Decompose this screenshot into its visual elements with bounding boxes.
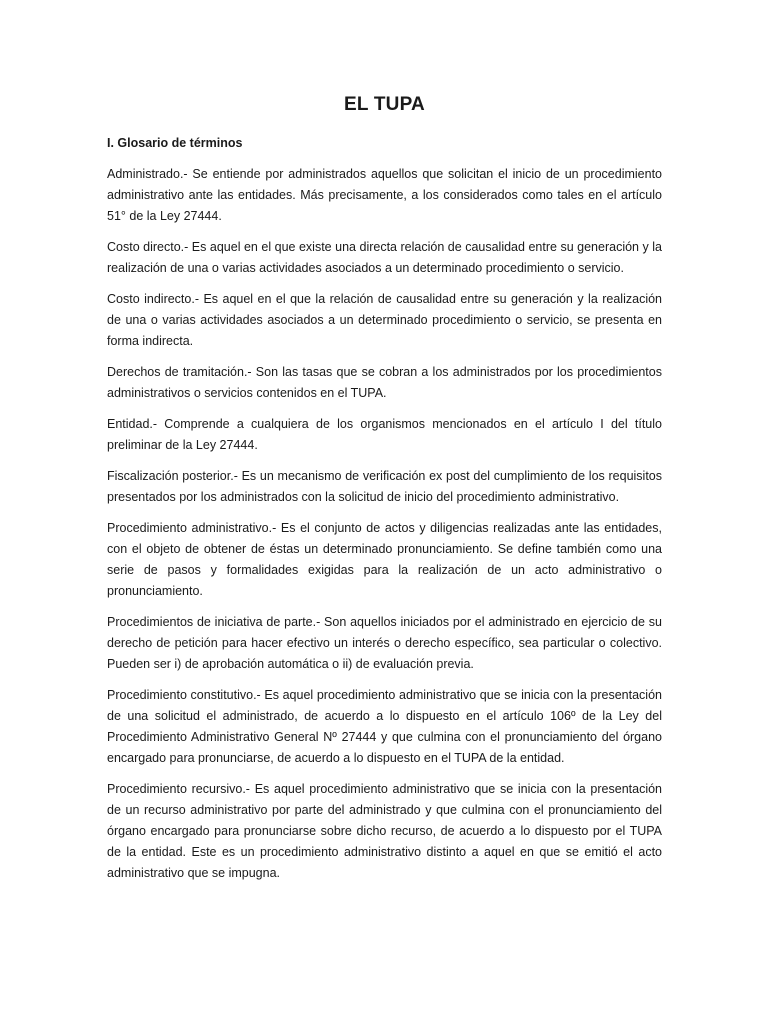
glossary-entry-administrado: Administrado.- Se entiende por administrados aquellos que solicitan el inicio de un procedimiento administrativo ante las entidades. Más precisamente, a los considerados como tales en el artículo 51° de la Ley 27444.: [107, 167, 662, 223]
glossary-entry-derechos-de-tramitacion: Derechos de tramitación.- Son las tasas que se cobran a los administrados por los procedimientos administrativos o servicios contenidos en el TUPA.: [107, 365, 662, 400]
document-title: EL TUPA: [344, 94, 425, 115]
glossary-entry-fiscalizacion-posterior: Fiscalización posterior.- Es un mecanismo de verificación ex post del cumplimiento de los requisitos presentados por los administrados con la solicitud de inicio del procedimiento administrativo.: [107, 469, 662, 504]
glossary-entry-costo-directo: Costo directo.- Es aquel en el que existe una directa relación de causalidad entre su generación y la realización de una o varias actividades asociados a un determinado procedimiento o servicio.: [107, 240, 662, 275]
document-page: [107, 94, 662, 894]
glossary-entry-procedimiento-recursivo: Procedimiento recursivo.- Es aquel procedimiento administrativo que se inicia con la presentación de un recurso administrativo por parte del administrado y que culmina con el pronunciamiento del órgano encargado para pronunciarse sobre dicho recurso, de acuerdo a lo dispuesto por el TUPA de la entidad. Este es un procedimiento administrativo distinto a aquel en que se emitió el acto administrativo que se impugna.: [107, 782, 662, 880]
glossary-entry-costo-indirecto: Costo indirecto.- Es aquel en el que la relación de causalidad entre su generación y la realización de una o varias actividades asociados a un determinado procedimiento o servicio, se presenta en forma indirecta.: [107, 292, 662, 348]
section-heading: I. Glosario de términos: [107, 136, 243, 150]
glossary-entry-procedimientos-iniciativa-de-parte: Procedimientos de iniciativa de parte.- Son aquellos iniciados por el administrado en ejercicio de su derecho de petición para hacer efectivo un interés o derecho específico, sea particular o colectivo. Pueden ser i) de aprobación automática o ii) de evaluación previa.: [107, 615, 662, 671]
glossary-entry-procedimiento-administrativo: Procedimiento administrativo.- Es el conjunto de actos y diligencias realizadas ante las entidades, con el objeto de obtener de éstas un determinado pronunciamiento. Se define también como una serie de pasos y formalidades exigidas para la realización de un acto administrativo o pronunciamiento.: [107, 521, 662, 598]
glossary-entry-entidad: Entidad.- Comprende a cualquiera de los organismos mencionados en el artículo I del título preliminar de la Ley 27444.: [107, 417, 662, 452]
glossary-entry-procedimiento-constitutivo: Procedimiento constitutivo.- Es aquel procedimiento administrativo que se inicia con la presentación de una solicitud el administrado, de acuerdo a lo dispuesto en el artículo 106º de la Ley del Procedimiento Administrativo General Nº 27444 y que culmina con el pronunciamiento del órgano encargado para pronunciarse, de acuerdo a lo dispuesto en el TUPA de la entidad.: [107, 688, 662, 765]
